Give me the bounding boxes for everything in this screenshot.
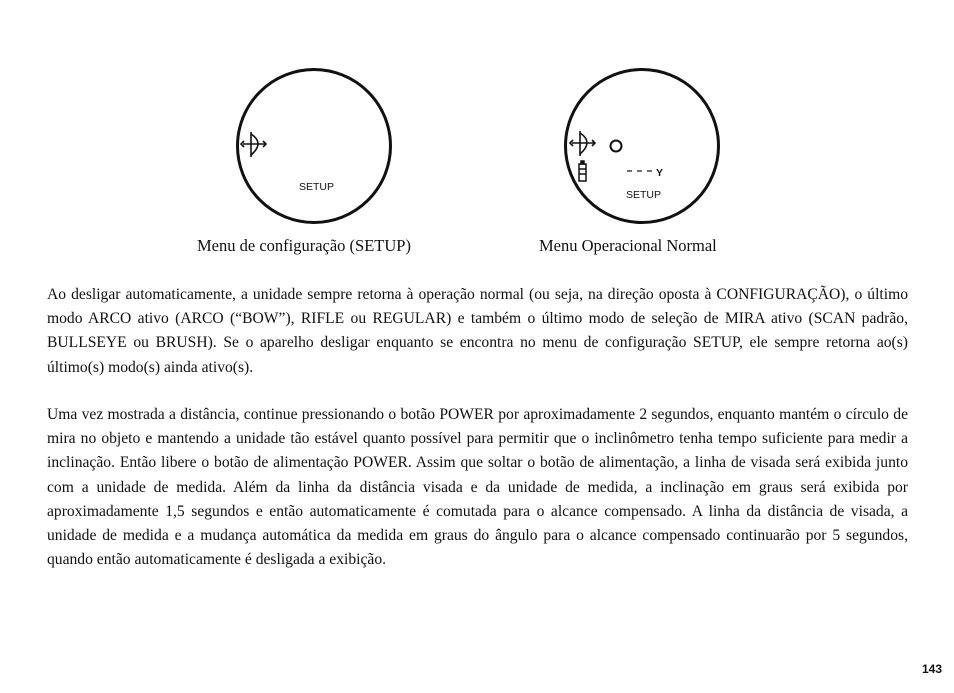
bow-icon: [241, 132, 266, 157]
normal-menu-display: [564, 68, 720, 224]
unit-label: Y: [656, 167, 664, 179]
bow-icon: [570, 131, 595, 156]
setup-menu-caption: Menu de configuração (SETUP): [197, 236, 411, 255]
setup-menu-svg: [239, 71, 389, 221]
reticle-circle-icon: [611, 141, 622, 152]
setup-menu-display: [236, 68, 392, 224]
setup-label: SETUP: [626, 189, 662, 201]
setup-label: SETUP: [299, 181, 335, 193]
figure-row: [0, 0, 954, 270]
normal-menu-svg: [567, 71, 717, 221]
paragraph-inclinometer: Uma vez mostrada a distância, continue pressionando o botão POWER por aproximadamente 2 segundos, enquanto mantém o círculo de mira no objeto e mantendo a unidade tão estável quanto possível para permitir que o inclinômetro tenha tempo suficiente para medir a inclinação. Então libere o botão de alimentação POWER. Assim que soltar o botão de alimentação, a linha de visada será exibida junto com a unidade de medida. Além da linha da distância visada e da unidade de medida, a inclinação em graus será exibida por aproximadamente 1,5 segundos e então automaticamente é comutada para o alcance compensado. A linha da distância de visada, a unidade de medida e a mudança automática da medida em graus do ângulo para o alcance compensado continuarão por 5 segundos, quando então automaticamente é desligada a exibição.: [47, 406, 908, 569]
paragraph-auto-off: Ao desligar automaticamente, a unidade sempre retorna à operação normal (ou seja, na direção oposta à CONFIGURAÇÃO), o último modo ARCO ativo (ARCO (“BOW”), RIFLE ou REGULAR) e também o último modo de seleção de MIRA ativo (SCAN padrão, BULLSEYE ou BRUSH). Se o aparelho desligar enquanto se encontra no menu de configuração SETUP, ele sempre retorna ao(s) último(s) modo(s) ainda ativo(s).: [47, 286, 908, 376]
battery-icon: [579, 161, 586, 181]
normal-menu-caption: Menu Operacional Normal: [539, 236, 717, 255]
page-number: 143: [921, 662, 942, 676]
